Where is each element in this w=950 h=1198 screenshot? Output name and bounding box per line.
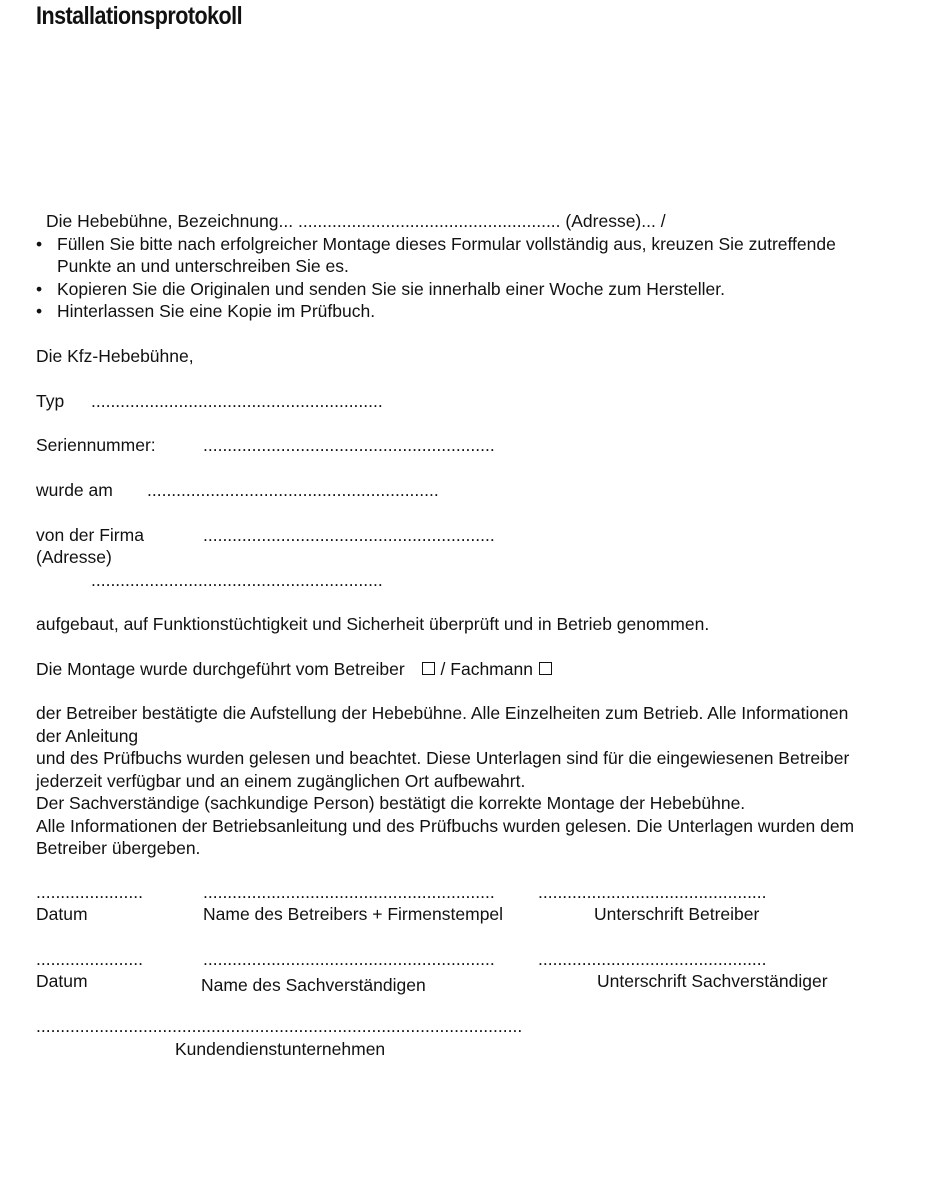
date-signature-field[interactable]: ...................... bbox=[36, 882, 143, 902]
confirmation-line: jederzeit verfügbar und an einem zugänglichen Ort aufbewahrt. bbox=[36, 770, 526, 791]
confirmation-line: und des Prüfbuchs wurden gelesen und beachtet. Diese Unterlagen sind für die eingewiesenen Betreiber bbox=[36, 748, 850, 768]
specialist-checkbox[interactable] bbox=[539, 662, 552, 675]
intro-line: Die Hebebühne, Bezeichnung... ...................................................... (Adresse)... / bbox=[46, 211, 666, 231]
expert-signature-caption: Unterschrift Sachverständiger bbox=[597, 971, 828, 991]
confirmation-line: Betreiber übergeben. bbox=[36, 838, 201, 858]
date-caption: Datum bbox=[36, 904, 88, 924]
montage-text: Die Montage wurde durchgeführt vom Betreiber bbox=[36, 659, 405, 679]
date-signature-field[interactable]: ...................... bbox=[36, 949, 143, 969]
company-label: von der Firma bbox=[36, 525, 144, 545]
expert-name-field[interactable]: ............................................................ bbox=[203, 949, 495, 969]
service-company-field[interactable]: .................................................................................................... bbox=[36, 1016, 523, 1036]
serial-field[interactable]: ............................................................ bbox=[203, 435, 495, 455]
instruction-2: Kopieren Sie die Originalen und senden Sie sie innerhalb einer Woche zum Hersteller. bbox=[57, 279, 725, 299]
montage-line bbox=[36, 658, 558, 680]
confirmation-line: der Betreiber bestätigte die Aufstellung der Hebebühne. Alle Einzelheiten zum Betrieb. Alle Informationen bbox=[36, 703, 849, 723]
confirmation-line: Alle Informationen der Betriebsanleitung und des Prüfbuchs wurden gelesen. Die Unterlagen wurden dem bbox=[36, 815, 855, 836]
typ-field[interactable]: ............................................................ bbox=[91, 391, 383, 411]
document-title: Installationsprotokoll bbox=[36, 2, 243, 30]
lift-heading: Die Kfz-Hebebühne, bbox=[36, 346, 194, 366]
bullet-icon: • bbox=[36, 279, 43, 299]
operator-signature-field[interactable]: ............................................... bbox=[538, 882, 767, 902]
expert-name-caption: Name des Sachverständigen bbox=[201, 975, 426, 995]
bullet-icon: • bbox=[36, 301, 43, 321]
instruction-3: Hinterlassen Sie eine Kopie im Prüfbuch. bbox=[57, 301, 376, 321]
operator-name-field[interactable]: ............................................................ bbox=[203, 882, 495, 902]
typ-label: Typ bbox=[36, 391, 65, 411]
serial-label: Seriennummer: bbox=[36, 435, 156, 455]
expert-signature-field[interactable]: ............................................... bbox=[538, 949, 767, 969]
confirmation-line: Der Sachverständige (sachkundige Person) bestätigt die korrekte Montage der Hebebühne. bbox=[36, 793, 746, 813]
date-caption: Datum bbox=[36, 971, 88, 991]
bullet-icon: • bbox=[36, 234, 43, 254]
confirmation-line: der Anleitung bbox=[36, 725, 139, 746]
instruction-1-line-2: Punkte an und unterschreiben Sie es. bbox=[57, 256, 349, 276]
operator-signature-caption: Unterschrift Betreiber bbox=[594, 904, 760, 924]
company-field[interactable]: ............................................................ bbox=[203, 525, 495, 545]
montage-separator: / Fachmann bbox=[440, 659, 533, 679]
date-label: wurde am bbox=[36, 480, 113, 500]
operator-checkbox[interactable] bbox=[422, 662, 435, 675]
instruction-1-line-1: Füllen Sie bitte nach erfolgreicher Montage dieses Formular vollständig aus, kreuzen Sie zutreffende bbox=[57, 234, 836, 254]
confirmation-paragraph bbox=[36, 702, 916, 860]
date-field[interactable]: ............................................................ bbox=[147, 480, 439, 500]
address-field[interactable]: ............................................................ bbox=[91, 570, 383, 590]
service-company-caption: Kundendienstunternehmen bbox=[175, 1039, 386, 1059]
operator-name-caption: Name des Betreibers + Firmenstempel bbox=[203, 904, 504, 924]
address-label: (Adresse) bbox=[36, 547, 112, 567]
statement: aufgebaut, auf Funktionstüchtigkeit und Sicherheit überprüft und in Betrieb genommen. bbox=[36, 614, 710, 634]
